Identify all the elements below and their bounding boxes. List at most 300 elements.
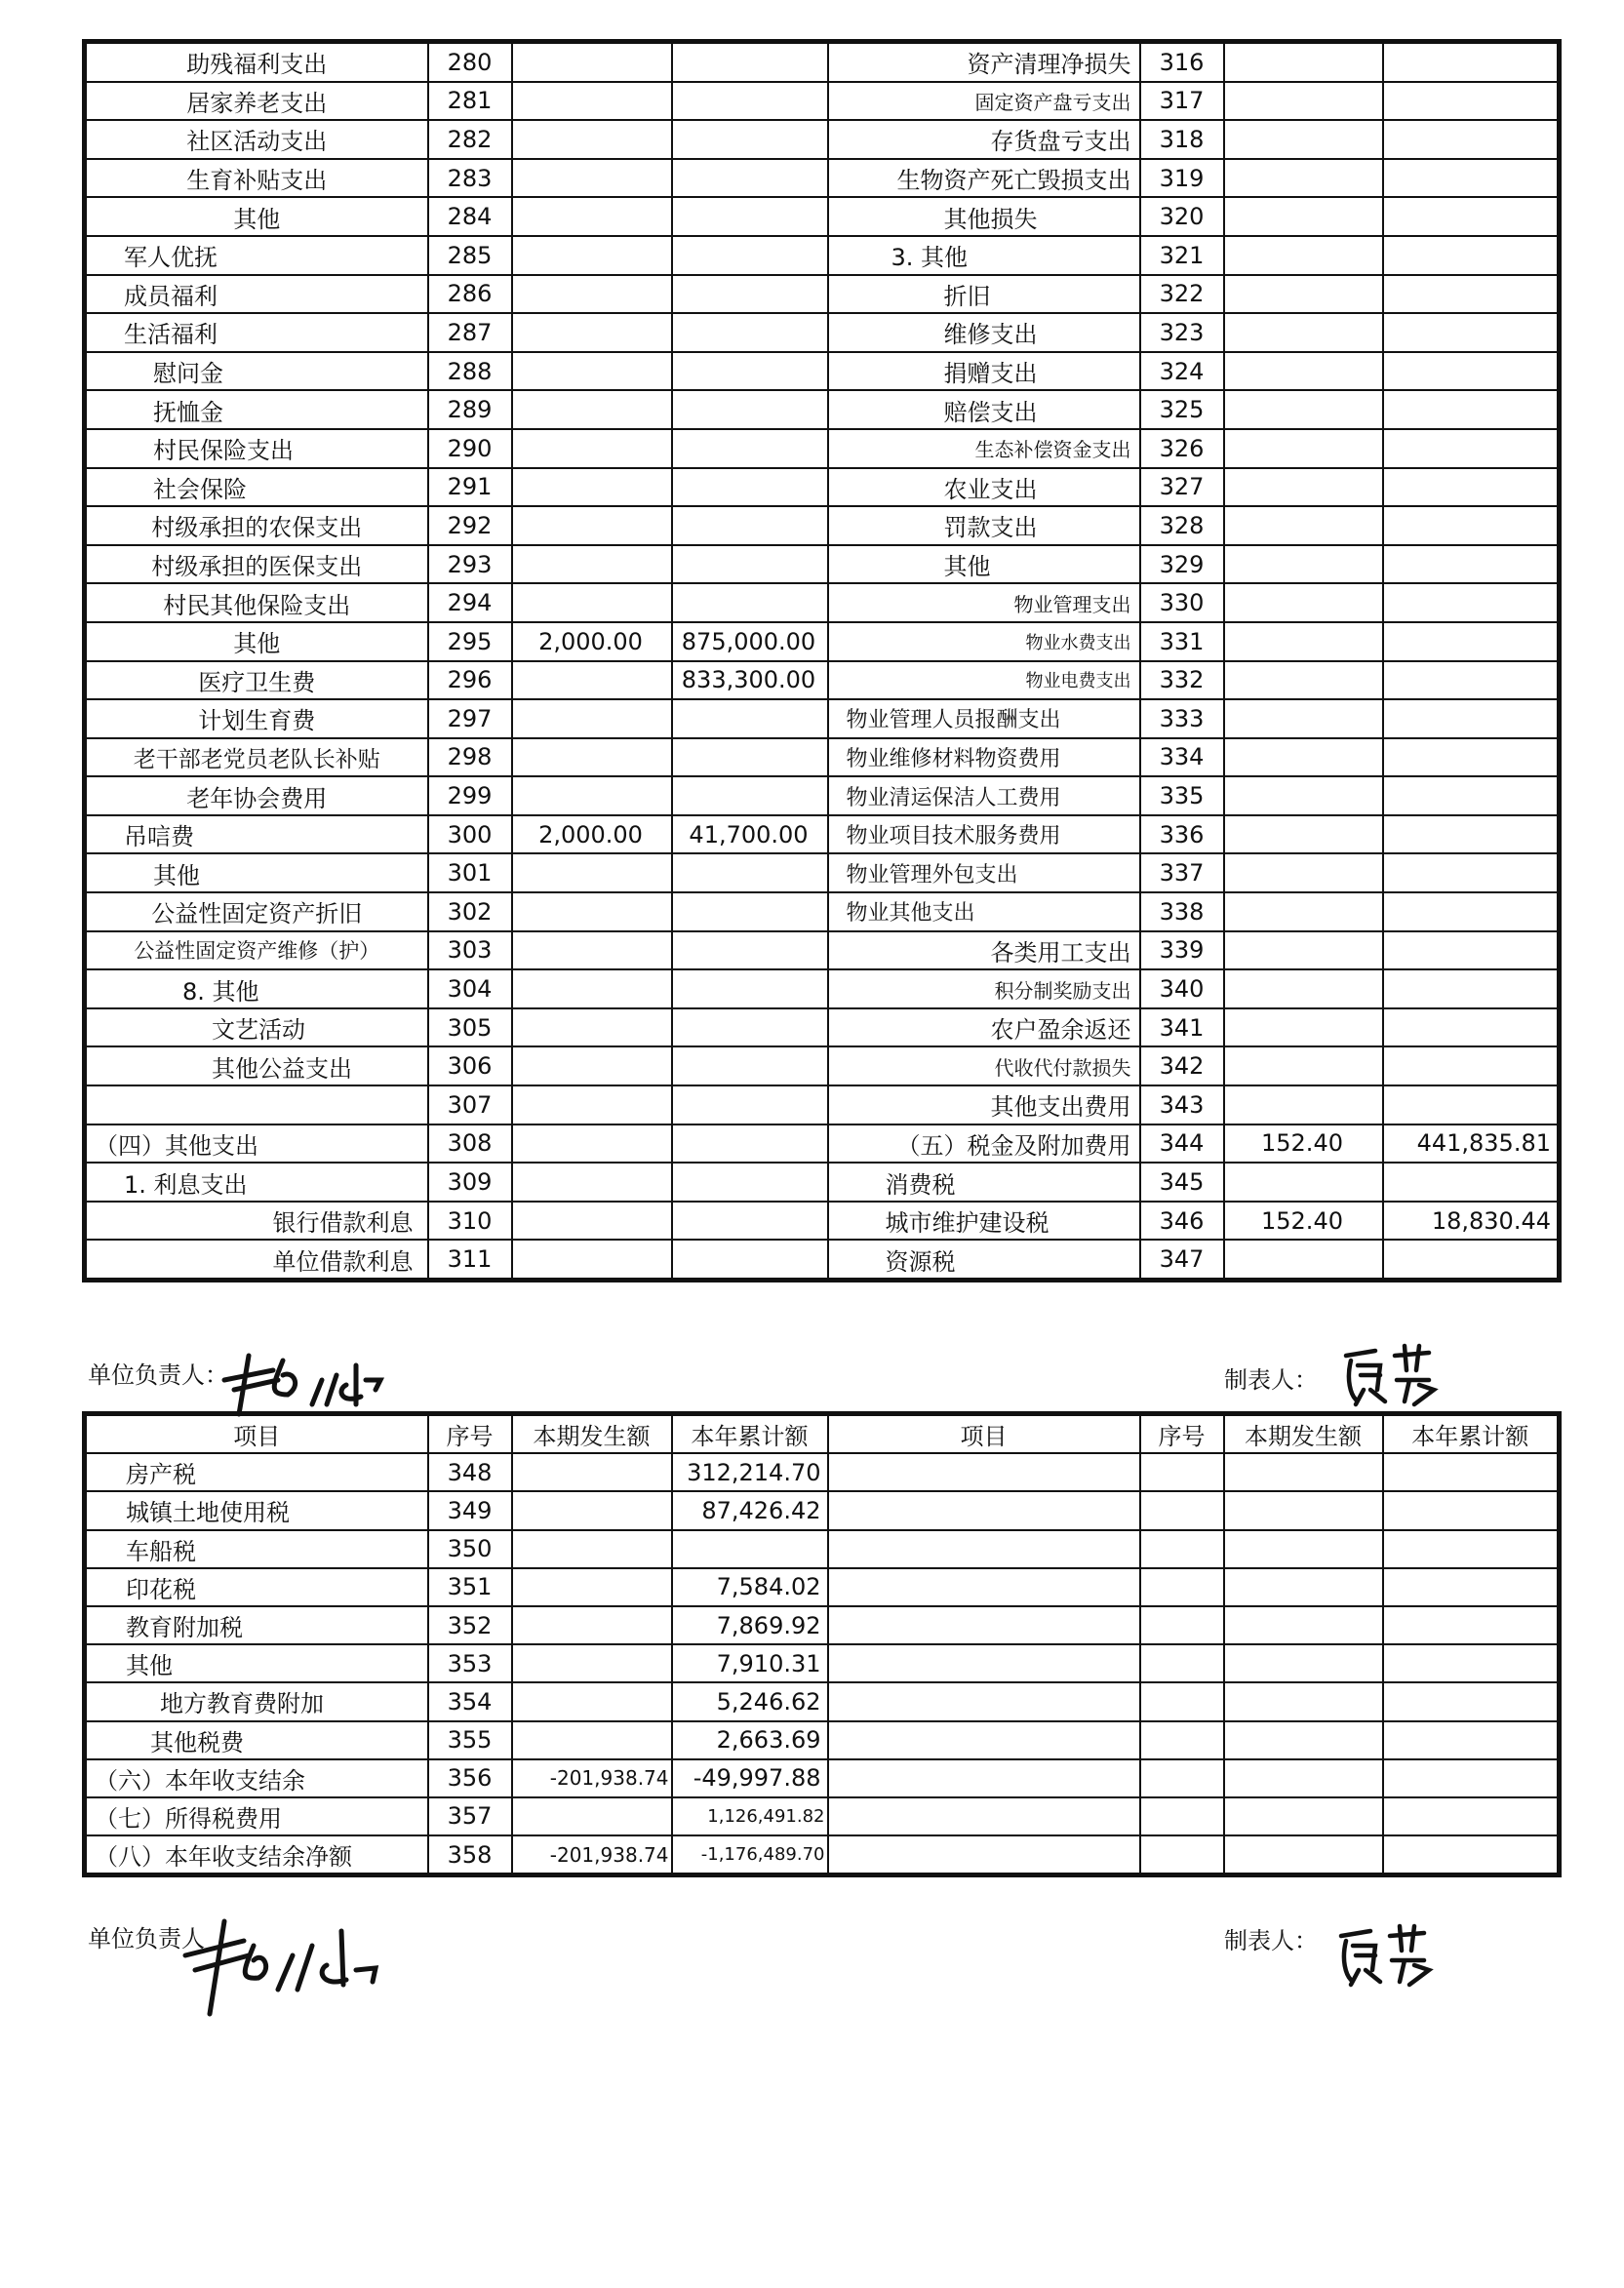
item-name: 1. 利息支出: [85, 1163, 428, 1202]
current-amount-right: [1224, 468, 1383, 507]
seq-number: 296: [428, 661, 512, 700]
table-row: [85, 1163, 1560, 1202]
seq-number: 353: [428, 1644, 512, 1682]
table-row: [85, 1085, 1560, 1124]
current-amount: -201,938.74: [512, 1835, 672, 1875]
current-amount: [512, 969, 672, 1008]
current-amount: [512, 1530, 672, 1568]
seq-number-right: 317: [1140, 82, 1224, 121]
table-row: [85, 776, 1560, 815]
seq-number-right: 332: [1140, 661, 1224, 700]
cumulative-amount: [672, 42, 828, 82]
item-name: 村民保险支出: [85, 429, 428, 468]
cumulative-amount: [672, 506, 828, 545]
cumulative-amount-right: [1383, 275, 1560, 314]
empty-cell: [828, 1530, 1140, 1568]
seq-number-right: 320: [1140, 197, 1224, 236]
expense-table-upper: [82, 39, 1562, 1282]
seq-number: 350: [428, 1530, 512, 1568]
table-row: [85, 159, 1560, 198]
header-cumulative-right: 本年累计额: [1383, 1414, 1560, 1454]
seq-number: 283: [428, 159, 512, 198]
cumulative-amount-right: [1383, 738, 1560, 777]
table-row: [85, 1453, 1560, 1491]
table-row: [85, 583, 1560, 622]
item-name: 其他税费: [85, 1721, 428, 1759]
seq-number-right: 341: [1140, 1008, 1224, 1047]
empty-cell: [828, 1606, 1140, 1644]
empty-cell: [1140, 1568, 1224, 1606]
cumulative-amount-right: [1383, 82, 1560, 121]
seq-number: 291: [428, 468, 512, 507]
item-name: 城镇土地使用税: [85, 1491, 428, 1529]
item-name-right: （五）税金及附加费用: [828, 1124, 1140, 1164]
seq-number: 301: [428, 853, 512, 892]
table-row: [85, 1606, 1560, 1644]
seq-number-right: 336: [1140, 815, 1224, 854]
item-name: 其他公益支出: [85, 1046, 428, 1085]
empty-cell: [828, 1568, 1140, 1606]
empty-cell: [1383, 1453, 1560, 1491]
cumulative-amount-right: 441,835.81: [1383, 1124, 1560, 1164]
item-name: 社区活动支出: [85, 120, 428, 159]
current-amount: [512, 738, 672, 777]
item-name: 房产税: [85, 1453, 428, 1491]
cumulative-amount-right: [1383, 390, 1560, 429]
table-row: [85, 197, 1560, 236]
table-row: [85, 42, 1560, 82]
table-row: [85, 699, 1560, 738]
item-name: 村级承担的医保支出: [85, 545, 428, 584]
item-name-right: 罚款支出: [828, 506, 1140, 545]
empty-cell: [1383, 1491, 1560, 1529]
current-amount: [512, 352, 672, 391]
current-amount-right: [1224, 815, 1383, 854]
unit-head-label: 单位负责人：: [88, 1361, 228, 1389]
item-name-right: 存货盘亏支出: [828, 120, 1140, 159]
cumulative-amount-right: [1383, 1163, 1560, 1202]
cumulative-amount: [672, 892, 828, 931]
table-row: [85, 931, 1560, 970]
current-amount: [512, 313, 672, 352]
current-amount: [512, 699, 672, 738]
empty-cell: [828, 1491, 1140, 1529]
empty-cell: [1224, 1835, 1383, 1875]
current-amount: [512, 236, 672, 275]
table-row: [85, 1008, 1560, 1047]
cumulative-amount: [672, 82, 828, 121]
item-name-right: 赔偿支出: [828, 390, 1140, 429]
seq-number-right: 333: [1140, 699, 1224, 738]
cumulative-amount: 1,126,491.82: [672, 1797, 828, 1835]
empty-cell: [1140, 1835, 1224, 1875]
seq-number: 289: [428, 390, 512, 429]
cumulative-amount-right: [1383, 506, 1560, 545]
current-amount: [512, 1644, 672, 1682]
table-row: [85, 236, 1560, 275]
cumulative-amount-right: [1383, 313, 1560, 352]
item-name: 其他: [85, 853, 428, 892]
cumulative-amount: [672, 583, 828, 622]
table-row: [85, 390, 1560, 429]
item-name-right: 物业项目技术服务费用: [828, 815, 1140, 854]
current-amount: [512, 1008, 672, 1047]
cumulative-amount: [672, 1530, 828, 1568]
seq-number-right: 343: [1140, 1085, 1224, 1124]
seq-number: 298: [428, 738, 512, 777]
item-name-right: 城市维护建设税: [828, 1202, 1140, 1241]
empty-cell: [1224, 1530, 1383, 1568]
table-row: [85, 1202, 1560, 1241]
current-amount-right: [1224, 853, 1383, 892]
cumulative-amount: [672, 931, 828, 970]
empty-cell: [1383, 1682, 1560, 1720]
item-name-right: 代收代付款损失: [828, 1046, 1140, 1085]
current-amount: [512, 1491, 672, 1529]
cumulative-amount-right: [1383, 1240, 1560, 1280]
cumulative-amount: 2,663.69: [672, 1721, 828, 1759]
cumulative-amount: [672, 390, 828, 429]
cumulative-amount: 41,700.00: [672, 815, 828, 854]
item-name-right: 物业管理外包支出: [828, 853, 1140, 892]
preparer-label: 制表人：: [1224, 1366, 1318, 1394]
table-row: [85, 969, 1560, 1008]
cumulative-amount: 87,426.42: [672, 1491, 828, 1529]
item-name: 计划生育费: [85, 699, 428, 738]
table-row: [85, 1240, 1560, 1280]
item-name: 医疗卫生费: [85, 661, 428, 700]
seq-number: 285: [428, 236, 512, 275]
empty-cell: [1140, 1759, 1224, 1797]
item-name: 车船税: [85, 1530, 428, 1568]
current-amount: [512, 159, 672, 198]
empty-cell: [1140, 1644, 1224, 1682]
cumulative-amount: 7,584.02: [672, 1568, 828, 1606]
table-row: [85, 120, 1560, 159]
seq-number-right: 338: [1140, 892, 1224, 931]
current-amount-right: [1224, 892, 1383, 931]
seq-number-right: 334: [1140, 738, 1224, 777]
seq-number: 294: [428, 583, 512, 622]
current-amount: [512, 931, 672, 970]
item-name-right: 物业清运保洁人工费用: [828, 776, 1140, 815]
item-name-right: 生物资产死亡毁损支出: [828, 159, 1140, 198]
current-amount-right: [1224, 583, 1383, 622]
seq-number: 311: [428, 1240, 512, 1280]
seq-number-right: 329: [1140, 545, 1224, 584]
current-amount-right: [1224, 1008, 1383, 1047]
current-amount: [512, 1240, 672, 1280]
empty-cell: [1383, 1606, 1560, 1644]
cumulative-amount: [672, 236, 828, 275]
seq-number-right: 344: [1140, 1124, 1224, 1164]
current-amount: 2,000.00: [512, 815, 672, 854]
seq-number-right: 340: [1140, 969, 1224, 1008]
table-row: [85, 1835, 1560, 1875]
empty-cell: [1224, 1453, 1383, 1491]
seq-number-right: 331: [1140, 622, 1224, 661]
seq-number: 356: [428, 1759, 512, 1797]
item-name-right: 物业维修材料物资费用: [828, 738, 1140, 777]
current-amount: [512, 1606, 672, 1644]
seq-number-right: 345: [1140, 1163, 1224, 1202]
table-row: [85, 82, 1560, 121]
item-name-right: 3. 其他: [828, 236, 1140, 275]
item-name-right: 捐赠支出: [828, 352, 1140, 391]
current-amount: -201,938.74: [512, 1759, 672, 1797]
item-name: 社会保险: [85, 468, 428, 507]
current-amount-right: [1224, 738, 1383, 777]
item-name-right: 维修支出: [828, 313, 1140, 352]
seq-number-right: 325: [1140, 390, 1224, 429]
table-row: [85, 429, 1560, 468]
current-amount-right: [1224, 969, 1383, 1008]
current-amount-right: [1224, 429, 1383, 468]
empty-cell: [1224, 1797, 1383, 1835]
item-name: 8. 其他: [85, 969, 428, 1008]
empty-cell: [1383, 1530, 1560, 1568]
current-amount-right: [1224, 506, 1383, 545]
cumulative-amount: [672, 275, 828, 314]
seq-number: 308: [428, 1124, 512, 1164]
cumulative-amount-right: [1383, 352, 1560, 391]
cumulative-amount-right: [1383, 236, 1560, 275]
seq-number: 310: [428, 1202, 512, 1241]
preparer-label-bottom: 制表人：: [1224, 1927, 1318, 1954]
current-amount-right: [1224, 275, 1383, 314]
empty-cell: [1140, 1606, 1224, 1644]
unit-head-label-bottom: 单位负责人: [88, 1925, 205, 1953]
item-name: 居家养老支出: [85, 82, 428, 121]
seq-number: 354: [428, 1682, 512, 1720]
seq-number: 284: [428, 197, 512, 236]
current-amount-right: [1224, 352, 1383, 391]
empty-cell: [1383, 1644, 1560, 1682]
seq-number: 281: [428, 82, 512, 121]
cumulative-amount-right: [1383, 815, 1560, 854]
cumulative-amount: [672, 1240, 828, 1280]
cumulative-amount: -49,997.88: [672, 1759, 828, 1797]
item-name: 银行借款利息: [85, 1202, 428, 1241]
table-row: [85, 275, 1560, 314]
item-name: 老年协会费用: [85, 776, 428, 815]
current-amount: [512, 583, 672, 622]
empty-cell: [828, 1453, 1140, 1491]
item-name-right: 物业其他支出: [828, 892, 1140, 931]
seq-number-right: 323: [1140, 313, 1224, 352]
current-amount: [512, 1721, 672, 1759]
cumulative-amount: [672, 159, 828, 198]
cumulative-amount: [672, 1163, 828, 1202]
item-name: 地方教育费附加: [85, 1682, 428, 1720]
seq-number: 292: [428, 506, 512, 545]
seq-number-right: 339: [1140, 931, 1224, 970]
current-amount: [512, 853, 672, 892]
item-name: 老干部老党员老队长补贴: [85, 738, 428, 777]
current-amount: [512, 1163, 672, 1202]
item-name: 成员福利: [85, 275, 428, 314]
item-name: 单位借款利息: [85, 1240, 428, 1280]
cumulative-amount-right: [1383, 120, 1560, 159]
cumulative-amount-right: [1383, 159, 1560, 198]
cumulative-amount: [672, 776, 828, 815]
item-name: 公益性固定资产维修（护）: [85, 931, 428, 970]
cumulative-amount-right: [1383, 776, 1560, 815]
empty-cell: [1224, 1568, 1383, 1606]
item-name: 其他: [85, 1644, 428, 1682]
table-row: [85, 815, 1560, 854]
empty-cell: [828, 1644, 1140, 1682]
current-amount-right: [1224, 622, 1383, 661]
seq-number-right: 326: [1140, 429, 1224, 468]
item-name: 军人优抚: [85, 236, 428, 275]
table-row: [85, 313, 1560, 352]
current-amount: [512, 1682, 672, 1720]
table-row: [85, 622, 1560, 661]
seq-number: 286: [428, 275, 512, 314]
item-name-right: 其他: [828, 545, 1140, 584]
seq-number: 355: [428, 1721, 512, 1759]
item-name: 生活福利: [85, 313, 428, 352]
empty-cell: [1383, 1797, 1560, 1835]
empty-cell: [1224, 1759, 1383, 1797]
empty-cell: [828, 1759, 1140, 1797]
current-amount: [512, 661, 672, 700]
current-amount: [512, 275, 672, 314]
item-name: 文艺活动: [85, 1008, 428, 1047]
empty-cell: [1383, 1721, 1560, 1759]
current-amount-right: [1224, 1240, 1383, 1280]
current-amount: [512, 390, 672, 429]
item-name-right: 固定资产盘亏支出: [828, 82, 1140, 121]
empty-cell: [1224, 1606, 1383, 1644]
item-name-right: 各类用工支出: [828, 931, 1140, 970]
table-row: [85, 1046, 1560, 1085]
current-amount: 2,000.00: [512, 622, 672, 661]
cumulative-amount: 5,246.62: [672, 1682, 828, 1720]
item-name: （六）本年收支结余: [85, 1759, 428, 1797]
table-row: [85, 1797, 1560, 1835]
cumulative-amount: -1,176,489.70: [672, 1835, 828, 1875]
cumulative-amount: [672, 352, 828, 391]
current-amount: [512, 892, 672, 931]
table-row: [85, 545, 1560, 584]
header-item-right: 项目: [828, 1414, 1140, 1454]
cumulative-amount: 7,910.31: [672, 1644, 828, 1682]
seq-number-right: 318: [1140, 120, 1224, 159]
header-seq-right: 序号: [1140, 1414, 1224, 1454]
table-row: [85, 738, 1560, 777]
current-amount: [512, 429, 672, 468]
unit-head-signature-bottom: [156, 1912, 449, 2019]
cumulative-amount-right: [1383, 892, 1560, 931]
current-amount-right: [1224, 699, 1383, 738]
item-name: 慰问金: [85, 352, 428, 391]
header-cumulative: 本年累计额: [672, 1414, 828, 1454]
table-row: [85, 1644, 1560, 1682]
item-name-right: 物业水费支出: [828, 622, 1140, 661]
cumulative-amount: [672, 1085, 828, 1124]
cumulative-amount-right: [1383, 661, 1560, 700]
item-name: 助残福利支出: [85, 42, 428, 82]
current-amount-right: 152.40: [1224, 1124, 1383, 1164]
seq-number-right: 337: [1140, 853, 1224, 892]
seq-number: 290: [428, 429, 512, 468]
current-amount: [512, 120, 672, 159]
seq-number: 351: [428, 1568, 512, 1606]
empty-cell: [1224, 1644, 1383, 1682]
table-row: [85, 1759, 1560, 1797]
item-name-right: 农业支出: [828, 468, 1140, 507]
item-name: （四）其他支出: [85, 1124, 428, 1164]
current-amount: [512, 1202, 672, 1241]
item-name: [85, 1085, 428, 1124]
empty-cell: [828, 1835, 1140, 1875]
current-amount-right: [1224, 42, 1383, 82]
seq-number: 304: [428, 969, 512, 1008]
cumulative-amount: [672, 1046, 828, 1085]
item-name: 印花税: [85, 1568, 428, 1606]
current-amount: [512, 468, 672, 507]
seq-number: 297: [428, 699, 512, 738]
header-seq: 序号: [428, 1414, 512, 1454]
current-amount-right: 152.40: [1224, 1202, 1383, 1241]
cumulative-amount-right: [1383, 429, 1560, 468]
current-amount-right: [1224, 776, 1383, 815]
seq-number: 293: [428, 545, 512, 584]
current-amount: [512, 1453, 672, 1491]
cumulative-amount: [672, 1008, 828, 1047]
table-row: [85, 1682, 1560, 1720]
current-amount: [512, 1085, 672, 1124]
seq-number-right: 324: [1140, 352, 1224, 391]
empty-cell: [1140, 1453, 1224, 1491]
item-name-right: 其他损失: [828, 197, 1140, 236]
current-amount-right: [1224, 313, 1383, 352]
cumulative-amount: [672, 313, 828, 352]
current-amount: [512, 1124, 672, 1164]
cumulative-amount-right: [1383, 468, 1560, 507]
cumulative-amount: [672, 545, 828, 584]
current-amount: [512, 1568, 672, 1606]
table-row: [85, 1491, 1560, 1529]
seq-number: 300: [428, 815, 512, 854]
item-name-right: 其他支出费用: [828, 1085, 1140, 1124]
item-name: （七）所得税费用: [85, 1797, 428, 1835]
table-row: [85, 1124, 1560, 1164]
cumulative-amount: 312,214.70: [672, 1453, 828, 1491]
empty-cell: [828, 1721, 1140, 1759]
table-row: [85, 1530, 1560, 1568]
cumulative-amount: [672, 197, 828, 236]
cumulative-amount: 833,300.00: [672, 661, 828, 700]
empty-cell: [1140, 1530, 1224, 1568]
cumulative-amount: [672, 738, 828, 777]
header-current: 本期发生额: [512, 1414, 672, 1454]
current-amount: [512, 82, 672, 121]
current-amount-right: [1224, 1163, 1383, 1202]
cumulative-amount: [672, 699, 828, 738]
cumulative-amount-right: [1383, 1008, 1560, 1047]
table-row: [85, 1721, 1560, 1759]
cumulative-amount-right: [1383, 931, 1560, 970]
seq-number-right: 316: [1140, 42, 1224, 82]
empty-cell: [1140, 1682, 1224, 1720]
current-amount: [512, 1046, 672, 1085]
current-amount-right: [1224, 1046, 1383, 1085]
item-name-right: 生态补偿资金支出: [828, 429, 1140, 468]
current-amount: [512, 776, 672, 815]
